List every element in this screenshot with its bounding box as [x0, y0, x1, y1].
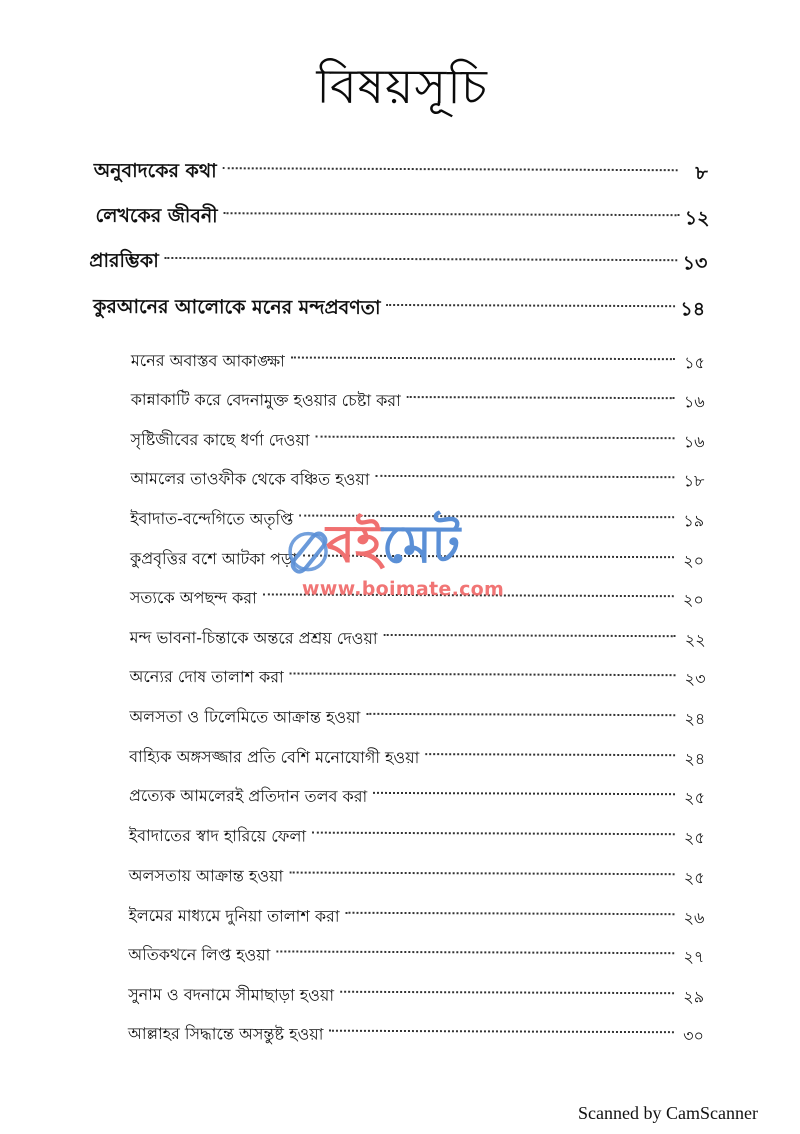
- entry-label: আমলের তাওফীক থেকে বঞ্চিত হওয়া: [130, 468, 370, 489]
- entry-page-number: ১৪: [680, 298, 706, 321]
- entry-label: মন্দ ভাবনা-চিন্তাকে অন্তরে প্রশ্রয় দেওয়া: [129, 627, 378, 648]
- entry-label: অতিকথনে লিপ্ত হওয়া: [128, 944, 271, 965]
- toc-entry-sub: [128, 771, 706, 808]
- entry-page-number: ১৯: [683, 511, 705, 531]
- entry-page-number: ৮: [695, 162, 708, 185]
- toc-entry-sub: [130, 494, 705, 531]
- toc-entry-sub: [129, 732, 706, 769]
- entry-page-number: ২৫: [683, 868, 705, 888]
- entry-page-number: ১২: [684, 207, 710, 230]
- entry-label: ইবাদাতের স্বাদ হারিয়ে ফেলা: [128, 825, 307, 846]
- toc-entry-main: [95, 192, 710, 230]
- toc-entry-sub: [130, 375, 705, 412]
- entry-label: প্রারম্ভিকা: [89, 249, 159, 272]
- dot-leader: [165, 237, 678, 269]
- toc-entry-sub: [129, 534, 705, 571]
- toc-entry-sub: [130, 454, 705, 491]
- toc-entry-sub: [128, 851, 705, 888]
- entry-page-number: ২৫: [683, 828, 705, 848]
- toc-entry-sub: [129, 652, 706, 689]
- toc-entry-sub: [128, 811, 705, 848]
- entry-label: আল্লাহর সিদ্ধান্তে অসন্তুষ্ট হওয়া: [127, 1023, 324, 1044]
- dot-leader: [276, 930, 674, 962]
- entry-label: লেখকের জীবনী: [95, 204, 218, 228]
- entry-page-number: ১৬: [683, 392, 705, 412]
- entry-page-number: ১৩: [682, 252, 708, 275]
- dot-leader: [407, 376, 675, 407]
- entry-label: মনের অবাস্তব আকাঙ্ক্ষা: [130, 350, 285, 371]
- dot-leader: [375, 455, 674, 486]
- watermark-logo-blue: মেট: [381, 514, 461, 576]
- entry-label: সুনাম ও বদনামে সীমাছাড়া হওয়া: [128, 984, 335, 1005]
- entry-label: সৃষ্টিজীবের কাছে ধর্ণা দেওয়া: [130, 429, 310, 450]
- dot-leader: [329, 1010, 674, 1042]
- watermark-logo-red: বই: [325, 514, 383, 575]
- dot-leader: [223, 147, 678, 179]
- entry-page-number: ২০: [683, 551, 705, 571]
- entry-label: ইলমের মাধ্যমে দুনিয়া তালাশ করা: [128, 905, 340, 926]
- dot-leader: [366, 693, 675, 724]
- entry-page-number: ১৫: [684, 353, 705, 373]
- toc-entry-sub: [130, 415, 705, 452]
- entry-label: কুরআনের আলোকে মনের মন্দপ্রবণতা: [93, 295, 381, 319]
- toc-entry-main: [89, 237, 708, 275]
- entry-page-number: ১৬: [683, 432, 705, 452]
- entry-label: অলসতা ও ঢিলেমিতে আক্রান্ত হওয়া: [129, 706, 361, 727]
- toc-entry-sub: [127, 1009, 704, 1046]
- watermark-url: www.boimate.com: [301, 577, 505, 601]
- dot-leader: [373, 772, 675, 803]
- dot-leader: [290, 653, 676, 685]
- toc-entry-sub: [130, 336, 705, 373]
- entry-page-number: ২৪: [684, 709, 706, 729]
- entry-page-number: ২৬: [683, 908, 705, 928]
- dot-leader: [289, 852, 675, 884]
- entry-label: কান্নাকাটি করে বেদনামুক্ত হওয়ার চেষ্টা করা: [130, 389, 401, 411]
- entry-page-number: ২০: [683, 590, 704, 610]
- entry-label: অন্যের দোষ তালাশ করা: [129, 666, 284, 687]
- entry-page-number: ৩০: [683, 1026, 704, 1046]
- entry-label: ইবাদাত-বন্দেগিতে অতৃপ্তি: [130, 508, 294, 529]
- entry-label: প্রত্যেক আমলেরই প্রতিদান তলব করা: [128, 785, 368, 806]
- toc-entry-sub: [129, 573, 704, 610]
- toc-entry-sub: [128, 970, 705, 1007]
- entry-label: অলসতায় আক্রান্ত হওয়া: [128, 865, 284, 886]
- entry-page-number: ২৯: [683, 987, 705, 1007]
- dot-leader: [386, 284, 675, 315]
- entry-label: অনুবাদকের কথা: [93, 159, 217, 183]
- entry-page-number: ২২: [684, 630, 706, 650]
- entry-page-number: ২৩: [684, 669, 706, 689]
- page-title: বিষয়সূচি: [316, 58, 488, 116]
- dot-leader: [312, 812, 675, 844]
- entry-page-number: ১৮: [683, 471, 705, 491]
- entry-label: সত্যকে অপছন্দ করা: [129, 587, 257, 608]
- dot-leader: [291, 337, 675, 369]
- dot-leader: [224, 192, 680, 224]
- dot-leader: [340, 971, 674, 1002]
- dot-leader: [425, 733, 675, 764]
- toc-entry-main: [93, 283, 706, 321]
- toc-entry-main: [93, 147, 708, 185]
- dot-leader: [303, 535, 674, 567]
- toc-entry-sub: [129, 613, 706, 650]
- entry-page-number: ২৫: [684, 788, 706, 808]
- toc-entry-sub: [128, 930, 705, 967]
- scanner-footer: Scanned by CamScanner: [578, 1103, 758, 1123]
- dot-leader: [316, 416, 675, 448]
- entry-label: কুপ্রবৃত্তির বশে আটকা পড়া: [129, 548, 298, 569]
- dot-leader: [263, 573, 674, 605]
- dot-leader: [346, 892, 675, 923]
- toc-entry-sub: [128, 891, 705, 928]
- toc-entry-sub: [129, 692, 706, 729]
- dot-leader: [299, 495, 674, 527]
- entry-label: বাহ্যিক অঙ্গসজ্জার প্রতি বেশি মনোযোগী হওয়া: [129, 746, 420, 768]
- dot-leader: [384, 614, 676, 645]
- entry-page-number: ২৪: [684, 749, 706, 769]
- entry-page-number: ২৭: [683, 947, 705, 967]
